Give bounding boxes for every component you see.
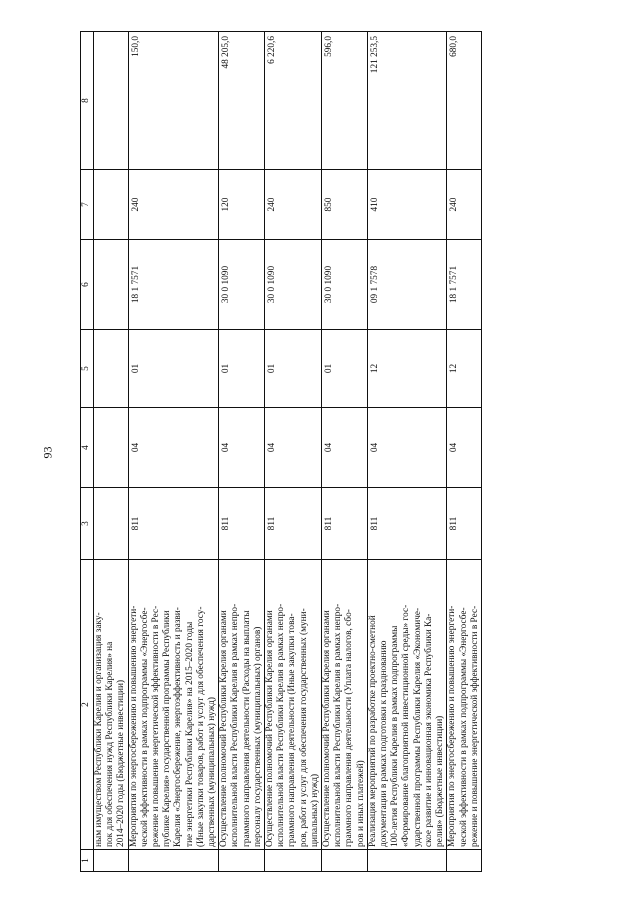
- header-col-4: 4: [81, 408, 94, 488]
- cell-amount: 48 205,0: [219, 32, 265, 170]
- cell-expense-type: [94, 170, 129, 240]
- table-body: [94, 32, 482, 872]
- cell-admin-code: 811: [367, 488, 446, 560]
- cell-section: 04: [128, 408, 219, 488]
- budget-table-page: [80, 32, 610, 872]
- cell-target-article: 30 0 1090: [219, 240, 265, 330]
- cell-section: 04: [367, 408, 446, 488]
- cell-subsection: 01: [128, 330, 219, 408]
- cell-admin-code: 811: [447, 488, 482, 560]
- cell-amount: 596,0: [322, 32, 368, 170]
- table-row: [128, 32, 219, 872]
- cell-target-article: 09 1 7578: [367, 240, 446, 330]
- header-col-3: 3: [81, 488, 94, 560]
- cell-amount: 150,0: [128, 32, 219, 170]
- cell-admin-code: 811: [265, 488, 322, 560]
- cell-subsection: 01: [322, 330, 368, 408]
- cell-section: 04: [322, 408, 368, 488]
- table-row: [219, 32, 265, 872]
- cell-section: 04: [265, 408, 322, 488]
- cell-expense-type: 120: [219, 170, 265, 240]
- header-col-5: 5: [81, 330, 94, 408]
- budget-table: [80, 31, 482, 872]
- header-col-8: 8: [81, 32, 94, 170]
- cell-item-name: Осуществление полномочий Республики Карелия органами исполнительной власти Республики Карелия в рамках непро- граммного направления деятельности (Уплата налогов, сбо- ров и иных платежей): [322, 560, 368, 850]
- cell-admin-code: 811: [128, 488, 219, 560]
- cell-target-article: 30 0 1090: [265, 240, 322, 330]
- cell-col-1: [447, 850, 482, 872]
- cell-section: 04: [447, 408, 482, 488]
- cell-expense-type: 240: [265, 170, 322, 240]
- cell-target-article: [94, 240, 129, 330]
- cell-col-1: [128, 850, 219, 872]
- cell-col-1: [265, 850, 322, 872]
- cell-amount: [94, 32, 129, 170]
- table-row: [447, 32, 482, 872]
- cell-target-article: 18 1 7571: [447, 240, 482, 330]
- cell-item-name: Мероприятия по энергосбережению и повышению энергети- ческой эффективности в рамках подпрограммы «Энергосбе- режение и повышение энергетической эффективности в Рес-: [447, 560, 482, 850]
- cell-item-name: Осуществление полномочий Республики Карелия органами исполнительной власти Республики Карелия в рамках непро- граммного направления деятельности (Иные закупки това- ров, работ и услуг для обеспечения государственных (муни- ципальных) нужд): [265, 560, 322, 850]
- header-col-6: 6: [81, 240, 94, 330]
- cell-item-name: Реализация мероприятий по разработке проектно-сметной документации в рамках подготовки к празднованию 100-летия Республики Карелия в рамках подпрограммы «Формирование благоприятной инвестиционной среды» гос- ударственной программы Республики Карелия «Экономиче- ское развитие и инновационная экономика Республики Ка- релия» (Бюджетные инвестиции): [367, 560, 446, 850]
- cell-expense-type: 240: [447, 170, 482, 240]
- cell-col-1: [219, 850, 265, 872]
- cell-col-1: [322, 850, 368, 872]
- cell-expense-type: 410: [367, 170, 446, 240]
- cell-col-1: [367, 850, 446, 872]
- cell-item-name: Мероприятия по энергосбережению и повышению энергети- ческой эффективности в рамках подпрограммы «Энергосбе- режение и повышение энергетической эффективности в Рес- публике Карелия» государственной программы Республики Карелия «Энергосбережение, энергоэффективность и разви- тие энергетики Республики Карелия» на 2015–2020 годы (Иные закупки товаров, работ и услуг для обеспечения госу- дарственных (муниципальных) нужд): [128, 560, 219, 850]
- table-row: [367, 32, 446, 872]
- cell-section: 04: [219, 408, 265, 488]
- cell-subsection: 01: [265, 330, 322, 408]
- cell-admin-code: [94, 488, 129, 560]
- cell-subsection: 12: [367, 330, 446, 408]
- table-row: [94, 32, 129, 872]
- cell-col-1: [94, 850, 129, 872]
- cell-subsection: 12: [447, 330, 482, 408]
- cell-amount: 680,0: [447, 32, 482, 170]
- cell-admin-code: 811: [219, 488, 265, 560]
- cell-amount: 6 220,6: [265, 32, 322, 170]
- cell-subsection: [94, 330, 129, 408]
- cell-item-name: ным имуществом Республики Карелия и организация заку- пок для обеспечения нужд Республики Карелия» на 2014–2020 годы (Бюджетные инвестиции): [94, 560, 129, 850]
- cell-target-article: 30 0 1090: [322, 240, 368, 330]
- cell-subsection: 01: [219, 330, 265, 408]
- header-col-1: 1: [81, 850, 94, 872]
- cell-section: [94, 408, 129, 488]
- cell-expense-type: 850: [322, 170, 368, 240]
- page-number: 93: [40, 446, 55, 459]
- header-row: [81, 32, 94, 872]
- header-col-7: 7: [81, 170, 94, 240]
- cell-admin-code: 811: [322, 488, 368, 560]
- cell-expense-type: 240: [128, 170, 219, 240]
- cell-item-name: Осуществление полномочий Республики Карелия органами исполнительной власти Республики Карелия в рамках непро- граммного направления деятельности (Расходы на выплаты персоналу государственных (муниципальных) органов): [219, 560, 265, 850]
- table-row: [322, 32, 368, 872]
- cell-amount: 121 253,5: [367, 32, 446, 170]
- cell-target-article: 18 1 7571: [128, 240, 219, 330]
- header-col-2: 2: [81, 560, 94, 850]
- table-row: [265, 32, 322, 872]
